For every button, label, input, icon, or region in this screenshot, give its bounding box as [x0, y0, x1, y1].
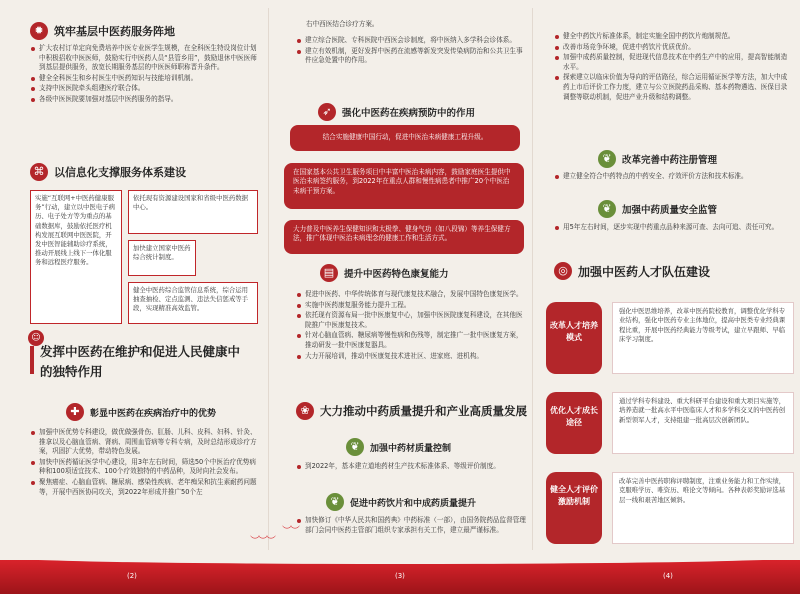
- consultation-list: [296, 36, 526, 67]
- section-title: 以信息化支撑服务体系建设: [54, 166, 186, 179]
- subsection-treatment-header: [66, 403, 216, 421]
- info-box-supervision: 健全中医药综合监管信息系统，综合运用抽查抽检、定点监测、违法失信惩戒等手段，实现精准高效监管。: [128, 282, 258, 324]
- section-title: 筑牢基层中医药服务阵地: [54, 25, 175, 38]
- page-number: (2): [127, 572, 137, 580]
- page-3-column: [268, 0, 532, 594]
- list-item: 依托现有资源布局一批中医康复中心，加强中医医院康复科建设，在其他医院推广中医康复技术。: [296, 311, 526, 330]
- treatment-list: [30, 428, 262, 498]
- list-item: 加强中医优势专科建设，做优做强骨伤、肛肠、儿科、皮科、妇科、针灸、推拿以及心脑血管病、肾病、周围血管病等专科专病，及时总结形成诊疗方案，巩固扩大优势，带动特色发展。: [30, 428, 262, 457]
- list-item: 建立综合医院、专科医院中西医会诊制度，将中医纳入多学科会诊体系。: [296, 36, 526, 46]
- list-item: 改善市场竞争环境，促进中药饮片优质优价。: [554, 43, 790, 53]
- list-item: 扩大农村订单定向免费培养中医专业医学生规模，在全科医生特设岗位计划中积极招收中医医师，鼓励实行中医药人员“县管乡用”，鼓励退休中医医师到基层提供服务，放宽长期服务基层的中医医师职称晋升条件。: [30, 44, 260, 73]
- prevention-box-2: 在国家基本公共卫生服务项目中丰富中医治未病内容，鼓励家庭医生提供中医治未病签约服务，到2022年在重点人群和慢性病患者中推广20个中医治未病干预方案。: [284, 163, 524, 209]
- info-box-internet-plus: 实施“互联网+中医药健康服务”行动，建立以中医电子病历、电子处方等为重点的基础数据库，鼓励依托医疗机构发展互联网中医医院，开发中医智能辅助诊疗系统，推动开展线上线下一体化服务和远程医疗服务。: [30, 190, 122, 324]
- subsection-title: 彰显中医药在疾病治疗中的优势: [90, 408, 217, 419]
- runner-icon: ➶: [318, 103, 336, 121]
- rehab-list: [296, 290, 526, 362]
- subsection-title: 促进中药饮片和中成药质量提升: [350, 498, 477, 509]
- talent-text-growth: 通过学科专科建设、重大科研平台建设和重大项目实施等，培养造就一批高水平中医临床人才和多学科交叉的中医药创新型领军人才，支持组建一批高层次创新团队。: [612, 392, 794, 454]
- talent-text-training: 强化中医思维培养，改革中医药院校教育，调整优化学科专业结构，强化中医药专业主体地位，提高中医类专业经典课程比重，开展中医药经典能力等级考试，建立早跟师、早临床学习制度。: [612, 302, 794, 374]
- talent-text-evaluation: 改革完善中医药职称评聘制度，注重业务能力和工作实绩，克服唯学历、唯资历、唯论文等倾向。各种表彰奖励评选基层一线和艰苦地区倾斜。: [612, 472, 794, 544]
- talent-icon: ◎: [554, 262, 572, 280]
- section-title: 加强中医药人才队伍建设: [578, 264, 711, 279]
- herb-quality-list: [296, 462, 526, 473]
- list-item: 针对心脑血管病、糖尿病等慢性病和伤残等，制定推广一批中医康复方案，推动研发一批中医康复器具。: [296, 331, 526, 350]
- continued-text: 右中西医结合诊疗方案。: [306, 20, 379, 28]
- list-item: 实施中医药康复服务能力提升工程。: [296, 301, 526, 311]
- talent-label-evaluation: 健全人才评价激励机制: [546, 472, 602, 544]
- list-item: 建立健全符合中药特点的中药安全、疗效评价方法和技术标准。: [554, 172, 790, 182]
- section-title: [40, 342, 240, 382]
- doctor-icon: ✚: [66, 403, 84, 421]
- page-4-column: [532, 0, 800, 594]
- safety-list: [554, 223, 790, 234]
- section-registration-header: [598, 150, 717, 168]
- section-rehab-header: [320, 264, 449, 282]
- subsection-decoction-header: [326, 493, 476, 511]
- info-box-data-center: 依托现有资源建设国家和省级中医药数据中心。: [128, 190, 258, 234]
- info-box-statistics: 加快建立国家中医药综合统计制度。: [128, 240, 196, 276]
- section-title-line1: 发挥中医药在维护和促进人民健康中: [40, 344, 241, 359]
- section-title: 改革完善中药注册管理: [622, 155, 718, 166]
- herb-icon: ❦: [326, 493, 344, 511]
- people-icon: ☺: [28, 330, 44, 346]
- talent-label-growth: 优化人才成长途径: [546, 392, 602, 454]
- section-quality-header: [296, 402, 527, 420]
- accent-bar: [30, 346, 34, 374]
- prevention-box-3: 大力普及中医养生保健知识和太极拳、健身气功（如八段锦）等养生保健方法，推广体现中医治未病理念的健康工作和生活方式。: [284, 220, 524, 254]
- grassroots-list: [30, 44, 260, 106]
- section-title: 大力推动中药质量提升和产业高质量发展: [320, 404, 527, 418]
- section-title: 强化中医药在疾病预防中的作用: [342, 108, 476, 119]
- subsection-title: 加强中药材质量控制: [370, 443, 452, 454]
- page-2-column: [0, 0, 268, 594]
- herb-icon: ❀: [296, 402, 314, 420]
- section-grassroots-header: [30, 22, 175, 40]
- birds-decoration: ︶︶︶: [250, 536, 274, 547]
- section-informatization-header: [30, 163, 186, 181]
- network-icon: ⌘: [30, 163, 48, 181]
- subsection-herb-quality-header: [346, 438, 451, 456]
- list-item: 健全中药饮片标准体系，制定实施全国中药饮片炮制规范。: [554, 32, 790, 42]
- page-number: (4): [663, 572, 673, 580]
- section-title: 提升中医药特色康复能力: [344, 269, 449, 280]
- list-item: 聚焦癌症、心脑血管病、糖尿病、感染性疾病、老年痴呆和抗生素耐药问题等，开展中西医协同攻关，到2022年形成并推广50个左: [30, 478, 262, 497]
- gear-icon: ✹: [30, 22, 48, 40]
- section-safety-header: [598, 200, 717, 218]
- birds-decoration: ︶︶: [282, 526, 298, 537]
- registration-list: [554, 172, 790, 183]
- herb-icon: ❦: [598, 150, 616, 168]
- list-item: 加快修订《中华人民共和国药典》中药标准（一部），由国务院药品监督管理部门会同中医药主管部门组织专家承担有关工作，建立最严谨标准。: [296, 516, 526, 535]
- list-item: 探索建立以临床价值为导向的评估路径，综合运用循证医学等方法，加大中成药上市后评价工作力度，建立与公立医院药品采购、基本药物遴选、医保目录调整等联动机制，促进产业升级和结构调整。: [554, 73, 790, 102]
- section-title: 加强中药质量安全监管: [622, 205, 718, 216]
- list-item: 大力开展培训，推动中医康复技术进社区、进家庭、进机构。: [296, 352, 526, 362]
- list-item: 各级中医医院要加强对基层中医药服务的指导。: [30, 95, 260, 105]
- herb-icon: ❦: [346, 438, 364, 456]
- herb-icon: ❦: [598, 200, 616, 218]
- decoction-list: [296, 516, 526, 536]
- section-title-line2: 的独特作用: [40, 364, 103, 379]
- books-icon: ▤: [320, 264, 338, 282]
- list-item: 支持中医医院牵头组建医疗联合体。: [30, 84, 260, 94]
- talent-label-training: 改革人才培养模式: [546, 302, 602, 374]
- list-item: 加强中成药质量控制，促进现代信息技术在中药生产中的应用，提高智能制造水平。: [554, 53, 790, 72]
- list-item: 健全全科医生和乡村医生中医药知识与技能培训机制。: [30, 74, 260, 84]
- list-item: 建立有效机制，更好发挥中医药在流感等新发突发传染病防治和公共卫生事件应急处置中的作用。: [296, 47, 526, 66]
- prevention-box-1: 结合实施健康中国行动，促进中医治未病健康工程升级。: [290, 125, 520, 151]
- section-prevention-header: [318, 103, 475, 121]
- list-item: 促进中医药、中华传统体育与现代康复技术融合，发展中国特色康复医学。: [296, 290, 526, 300]
- section-talent-header: [554, 262, 710, 280]
- list-item: 用5年左右时间，逐步实现中药重点品种来源可查、去向可追、责任可究。: [554, 223, 790, 233]
- page-number: (3): [395, 572, 405, 580]
- list-item: 到2022年，基本建立道地药材生产技术标准体系、等级评价制度。: [296, 462, 526, 472]
- decoction-standards-list: [554, 32, 790, 103]
- list-item: 加快中医药循证医学中心建设，用3年左右时间，筛选50个中医治疗优势病种和100项适宜技术、100个疗效独特的中药品种，及时向社会发布。: [30, 458, 262, 477]
